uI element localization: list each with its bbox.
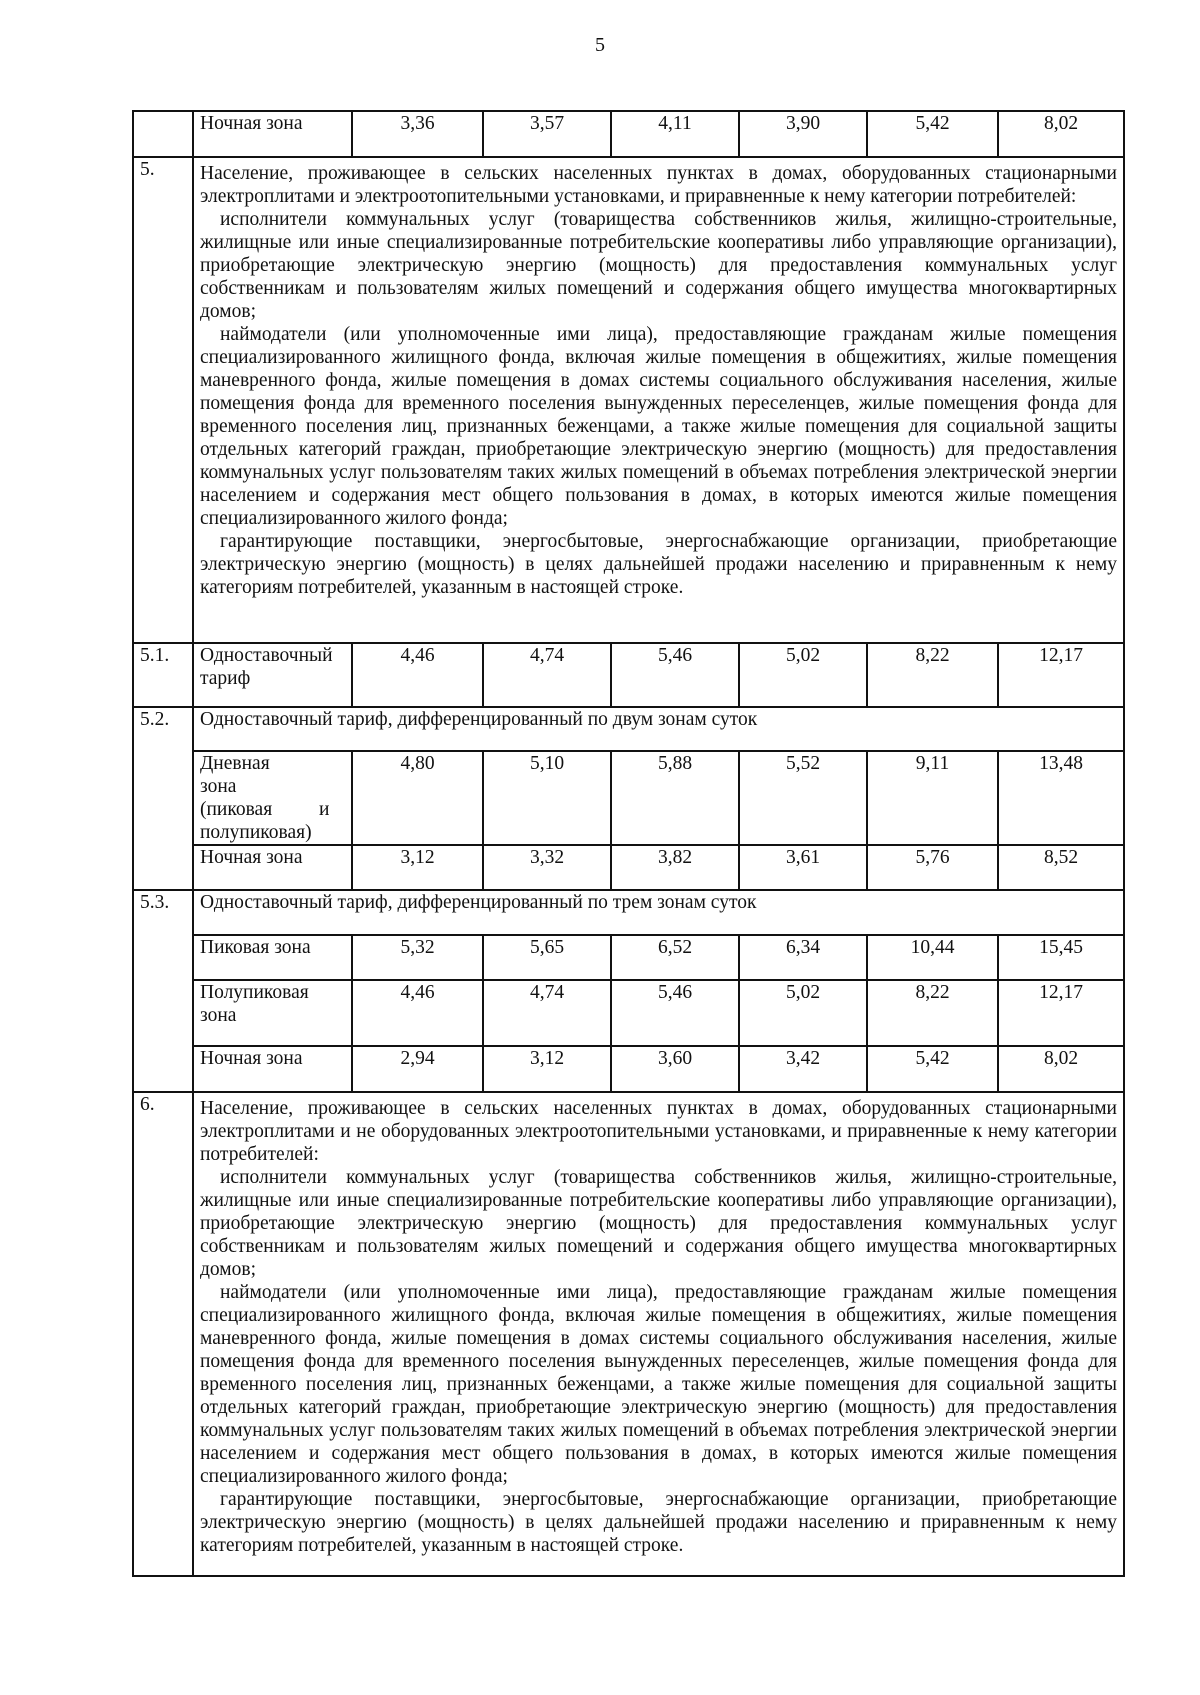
value-cell: 5,10 xyxy=(483,751,611,845)
row-number: 5.2. xyxy=(133,707,193,890)
value-cell: 5,65 xyxy=(483,935,611,980)
value-cell: 4,46 xyxy=(352,980,483,1046)
value-cell: 9,11 xyxy=(867,751,998,845)
table-row xyxy=(133,1092,1124,1576)
value-cell: 10,44 xyxy=(867,935,998,980)
value-cell: 5,52 xyxy=(739,751,867,845)
value-cell: 8,52 xyxy=(998,845,1124,890)
row-number xyxy=(133,111,193,157)
section-paragraph: наймодатели (или уполномоченные ими лица), предоставляющие гражданам жилые помещения специализированного жилищного фонда, включая жилые помещения в общежитиях, жилые помещения маневренного фонда, жилые помещения в домах системы социального обслуживания населения, жилые помещения фонда для временного поселения вынужденных переселенцев, жилые помещения фонда для временного поселения лиц, признанных беженцами, а также жилые помещения для социальной защиты отдельных категорий граждан, приобретающие электрическую энергию (мощность) для предоставления коммунальных услуг пользователям таких жилых помещений в объемах потребления электрической энергии населением и содержания мест общего пользования в домах, в которых имеются жилые помещения специализированного жилого фонда; xyxy=(200,324,1117,529)
value-cell: 12,17 xyxy=(998,643,1124,707)
section-paragraph: гарантирующие поставщики, энергосбытовые, энергоснабжающие организации, приобретающие электрическую энергию (мощность) в целях дальнейшей продажи населению и приравненным к нему категориям потребителей, указанным в настоящей строке. xyxy=(200,1489,1117,1556)
table-row xyxy=(133,643,1124,707)
value-cell: 4,46 xyxy=(352,643,483,707)
value-cell: 6,34 xyxy=(739,935,867,980)
value-cell: 5,42 xyxy=(867,1046,998,1092)
section-paragraph: гарантирующие поставщики, энергосбытовые, энергоснабжающие организации, приобретающие электрическую энергию (мощность) в целях дальнейшей продажи населению и приравненным к нему категориям потребителей, указанным в настоящей строке. xyxy=(200,531,1117,598)
value-cell: 5,76 xyxy=(867,845,998,890)
value-cell: 3,12 xyxy=(352,845,483,890)
section-paragraph: наймодатели (или уполномоченные ими лица), предоставляющие гражданам жилые помещения специализированного жилищного фонда, включая жилые помещения в общежитиях, жилые помещения маневренного фонда, жилые помещения в домах системы социального обслуживания населения, жилые помещения фонда для временного поселения вынужденных переселенцев, жилые помещения фонда для временного поселения лиц, признанных беженцами, а также жилые помещения для социальной защиты отдельных категорий граждан, приобретающие электрическую энергию (мощность) для предоставления коммунальных услуг пользователям таких жилых помещений в объемах потребления электрической энергии населением и содержания мест общего пользования в домах, в которых имеются жилые помещения специализированного жилого фонда; xyxy=(200,1282,1117,1487)
table-row xyxy=(133,1046,1124,1092)
label-line: полупиковая) xyxy=(200,822,312,843)
table-row xyxy=(133,980,1124,1046)
label-line: (пиковая и xyxy=(200,799,330,820)
section-paragraph: исполнители коммунальных услуг (товарищества собственников жилья, жилищно-строительные, жилищные или иные специализированные потребительские кооперативы либо управляющие организации), приобретающие электрическую энергию (мощность) для предоставления коммунальных услуг собственникам и пользователям жилых помещений и содержания общего имущества многоквартирных домов; xyxy=(200,209,1117,322)
value-cell: 15,45 xyxy=(998,935,1124,980)
row-label xyxy=(193,751,352,845)
table-row xyxy=(133,935,1124,980)
value-cell: 3,36 xyxy=(352,111,483,157)
value-cell: 3,12 xyxy=(483,1046,611,1092)
value-cell: 4,80 xyxy=(352,751,483,845)
label-line: тариф xyxy=(200,668,251,689)
label-line: Одноставочный xyxy=(200,645,333,666)
value-cell: 3,42 xyxy=(739,1046,867,1092)
value-cell: 5,32 xyxy=(352,935,483,980)
row-number: 5.1. xyxy=(133,643,193,707)
row-number: 5.3. xyxy=(133,890,193,1092)
value-cell: 4,74 xyxy=(483,980,611,1046)
section-description xyxy=(193,1092,1124,1576)
label-line: Дневная зона xyxy=(200,753,270,797)
label-line: зона xyxy=(200,1005,237,1026)
value-cell: 8,02 xyxy=(998,111,1124,157)
table-row xyxy=(133,111,1124,157)
value-cell: 5,46 xyxy=(611,980,739,1046)
table-row xyxy=(133,890,1124,935)
section-paragraph: исполнители коммунальных услуг (товарищества собственников жилья, жилищно-строительные, жилищные или иные специализированные потребительские кооперативы либо управляющие организации), приобретающие электрическую энергию (мощность) для предоставления коммунальных услуг собственникам и пользователям жилых помещений и содержания общего имущества многоквартирных домов; xyxy=(200,1167,1117,1280)
value-cell: 3,61 xyxy=(739,845,867,890)
value-cell: 8,02 xyxy=(998,1046,1124,1092)
section-description xyxy=(193,157,1124,643)
value-cell: 5,02 xyxy=(739,643,867,707)
value-cell: 8,22 xyxy=(867,980,998,1046)
row-label xyxy=(193,643,352,707)
table-row xyxy=(133,707,1124,751)
value-cell: 5,46 xyxy=(611,643,739,707)
table-row xyxy=(133,157,1124,643)
value-cell: 4,11 xyxy=(611,111,739,157)
row-label: Ночная зона xyxy=(193,1046,352,1092)
subsection-heading: Одноставочный тариф, дифференцированный по двум зонам суток xyxy=(193,707,1124,751)
value-cell: 5,02 xyxy=(739,980,867,1046)
row-label: Пиковая зона xyxy=(193,935,352,980)
value-cell: 3,82 xyxy=(611,845,739,890)
row-label: Ночная зона xyxy=(193,845,352,890)
row-number: 5. xyxy=(133,157,193,643)
subsection-heading: Одноставочный тариф, дифференцированный по трем зонам суток xyxy=(193,890,1124,935)
row-number: 6. xyxy=(133,1092,193,1576)
value-cell: 5,42 xyxy=(867,111,998,157)
section-intro: Население, проживающее в сельских населенных пунктах в домах, оборудованных стационарными электроплитами и электроотопительными установками, и приравненные к нему категории потребителей: xyxy=(200,163,1117,207)
table-row xyxy=(133,845,1124,890)
value-cell: 13,48 xyxy=(998,751,1124,845)
page-number: 5 xyxy=(595,34,605,56)
value-cell: 3,60 xyxy=(611,1046,739,1092)
row-label xyxy=(193,980,352,1046)
value-cell: 12,17 xyxy=(998,980,1124,1046)
value-cell: 8,22 xyxy=(867,643,998,707)
row-label: Ночная зона xyxy=(193,111,352,157)
section-intro: Население, проживающее в сельских населенных пунктах в домах, оборудованных стационарными электроплитами и не оборудованных электроотопительными установками, и приравненные к нему категории потребителей: xyxy=(200,1098,1117,1165)
value-cell: 3,57 xyxy=(483,111,611,157)
value-cell: 4,74 xyxy=(483,643,611,707)
table-row xyxy=(133,751,1124,845)
value-cell: 3,32 xyxy=(483,845,611,890)
label-line: Полупиковая xyxy=(200,982,309,1003)
value-cell: 5,88 xyxy=(611,751,739,845)
value-cell: 6,52 xyxy=(611,935,739,980)
tariff-table xyxy=(132,110,1125,1577)
value-cell: 2,94 xyxy=(352,1046,483,1092)
value-cell: 3,90 xyxy=(739,111,867,157)
